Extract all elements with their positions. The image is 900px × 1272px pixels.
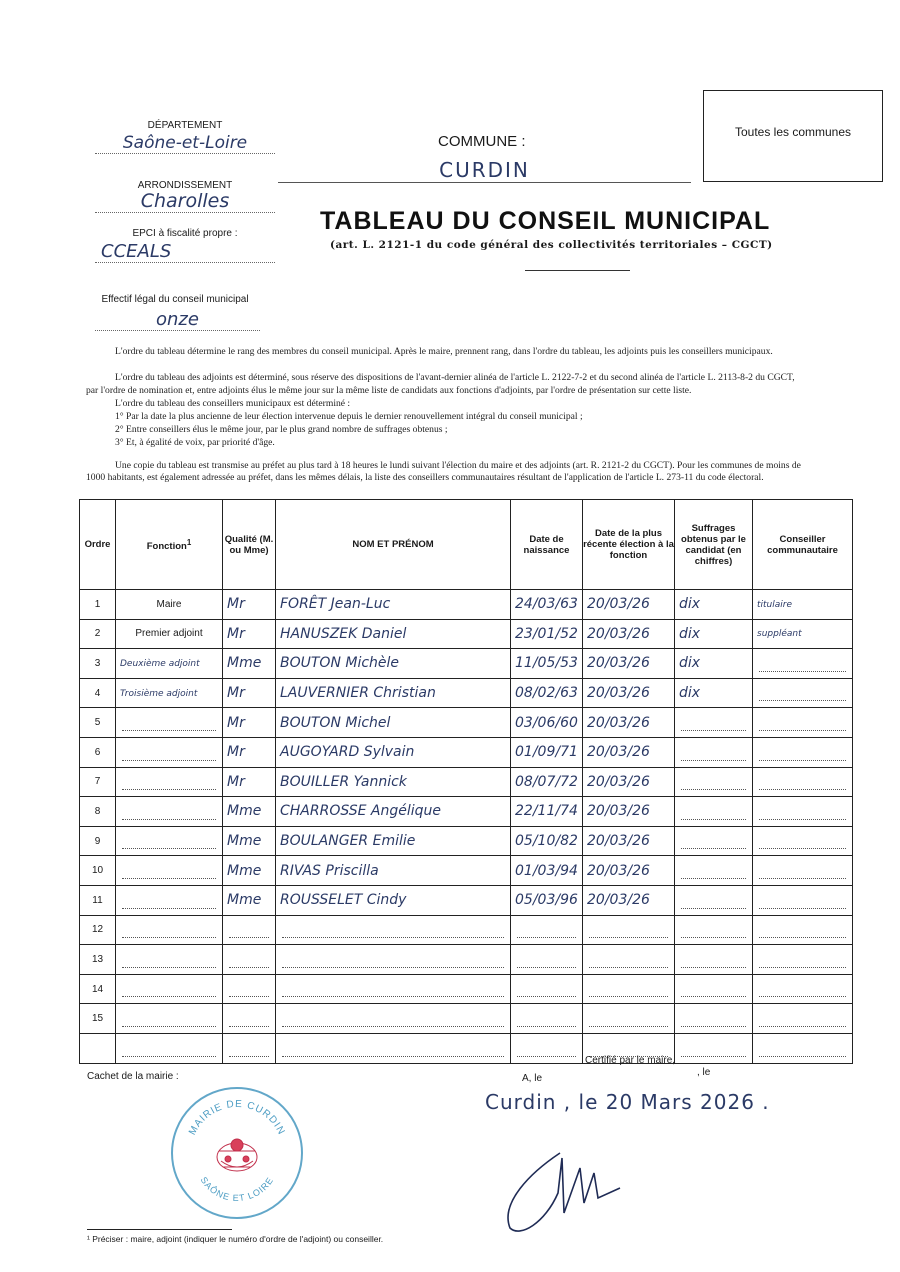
cell-nom [276,826,511,856]
cell-fonction [116,1033,223,1063]
cell-naissance [511,678,583,708]
intro-p6: 3° Et, à égalité de voix, par priorité d'âge. [115,437,275,448]
header-suffrages: Suffrages obtenus par le candidat (en chiffres) [675,500,753,590]
cell-fonction [116,767,223,797]
cell-nom [276,737,511,767]
cell-qualite [223,797,276,827]
cell-qualite [223,974,276,1004]
cell-ordre: 4 [80,678,116,708]
cell-ordre: 13 [80,945,116,975]
svg-text:SAÔNE ET LOIRE [199,1175,276,1203]
cell-ordre: 14 [80,974,116,1004]
footnote: ¹ Préciser : maire, adjoint (indiquer le numéro d'ordre de l'adjoint) ou conseiller. [87,1234,384,1244]
cell-communautaire [753,1033,853,1063]
cell-suffrages [675,797,753,827]
cell-election [583,826,675,856]
handwritten-nom: AUGOYARD Sylvain [280,744,415,761]
table-row [80,1004,853,1034]
communes-scope-text: Toutes les communes [734,125,852,139]
cell-ordre: 10 [80,856,116,886]
cell-suffrages [675,885,753,915]
cell-communautaire [753,856,853,886]
cell-nom [276,1004,511,1034]
handwritten-nom: BOULANGER Emilie [280,833,416,850]
cell-election [583,590,675,620]
cell-nom [276,590,511,620]
handwritten-election: 20/03/26 [587,833,650,850]
cell-qualite [223,767,276,797]
mairie-stamp [171,1087,303,1219]
cell-ordre: 7 [80,767,116,797]
cell-election [583,737,675,767]
handwritten-naissance: 08/02/63 [515,685,578,702]
cell-fonction [116,915,223,945]
cell-ordre: 3 [80,649,116,679]
cell-qualite [223,885,276,915]
header-ordre: Ordre [80,500,116,590]
cell-nom [276,945,511,975]
cell-election [583,1004,675,1034]
cell-fonction [116,708,223,738]
handwritten-election: 20/03/26 [587,744,650,761]
cell-suffrages [675,649,753,679]
cell-communautaire [753,649,853,679]
table-row [80,619,853,649]
cell-naissance [511,856,583,886]
handwritten-naissance: 23/01/52 [515,625,578,642]
cell-nom [276,1033,511,1063]
cell-qualite [223,708,276,738]
handwritten-naissance: 05/10/82 [515,833,578,850]
cell-ordre: 6 [80,737,116,767]
handwritten-qualite: Mme [227,655,262,672]
cell-communautaire [753,737,853,767]
cell-election [583,974,675,1004]
handwritten-election: 20/03/26 [587,596,650,613]
svg-text:MAIRIE DE CURDIN [187,1099,287,1137]
council-table [79,499,853,1064]
table-row [80,590,853,620]
cell-communautaire [753,974,853,1004]
cell-election [583,649,675,679]
cell-nom [276,708,511,738]
cell-qualite [223,619,276,649]
a-le-label: A, le [522,1073,543,1084]
title-underline [525,270,630,271]
handwritten-nom: BOUTON Michèle [280,655,400,672]
header-qualite: Qualité (M. ou Mme) [223,500,276,590]
cell-suffrages [675,974,753,1004]
cell-fonction [116,885,223,915]
handwritten-naissance: 11/05/53 [515,655,578,672]
handwritten-naissance: 01/03/94 [515,862,578,879]
cell-naissance [511,826,583,856]
cell-suffrages [675,619,753,649]
cell-naissance [511,797,583,827]
cell-suffrages [675,826,753,856]
cell-communautaire [753,1004,853,1034]
handwritten-qualite: Mr [227,596,245,613]
cell-communautaire [753,945,853,975]
header-naissance: Date de naissance [511,500,583,590]
cell-fonction [116,1004,223,1034]
handwritten-naissance: 22/11/74 [515,803,578,820]
cell-election [583,678,675,708]
cell-nom [276,885,511,915]
page-title: TABLEAU DU CONSEIL MUNICIPAL [320,207,771,235]
cell-nom [276,649,511,679]
cell-ordre: 2 [80,619,116,649]
cell-election [583,797,675,827]
cell-fonction [116,649,223,679]
cell-communautaire [753,619,853,649]
communes-scope-box [703,90,883,182]
handwritten-nom: ROUSSELET Cindy [280,892,407,909]
cell-naissance [511,737,583,767]
cell-fonction [116,945,223,975]
handwritten-suffrages: dix [679,625,701,642]
cell-nom [276,678,511,708]
cell-qualite [223,678,276,708]
intro-p5: 2° Entre conseillers élus le même jour, par le plus grand nombre de suffrages obtenus ; [115,424,448,435]
intro-p1: L'ordre du tableau détermine le rang des membres du conseil municipal. Après le maire, prennent rang, dans l'ordre du tableau, les adjoints puis les conseillers municipaux. [115,346,773,357]
handwritten-nom: RIVAS Priscilla [280,862,379,879]
cell-communautaire [753,708,853,738]
footnote-rule [87,1229,232,1230]
table-row [80,737,853,767]
table-row [80,856,853,886]
handwritten-election: 20/03/26 [587,862,650,879]
cell-election [583,945,675,975]
cell-qualite [223,826,276,856]
cell-suffrages [675,590,753,620]
cell-fonction [116,826,223,856]
epci-value: CCEALS [95,241,275,263]
cell-election [583,885,675,915]
cell-naissance [511,649,583,679]
le-label: , le [697,1067,711,1078]
departement-label: DÉPARTEMENT [147,120,223,131]
cell-fonction: Maire [116,590,223,620]
handwritten-naissance: 01/09/71 [515,744,578,761]
stamp-bottom-text: SAÔNE ET LOIRE [198,1175,276,1204]
handwritten-election: 20/03/26 [587,714,650,731]
handwritten-qualite: Mme [227,862,262,879]
effectif-value: onze [95,309,260,331]
cell-naissance [511,915,583,945]
handwritten-election: 20/03/26 [587,685,650,702]
cell-naissance [511,945,583,975]
cell-qualite [223,856,276,886]
table-row [80,974,853,1004]
handwritten-communautaire: suppléant [757,629,802,640]
cell-qualite [223,737,276,767]
cell-fonction [116,974,223,1004]
table-row [80,797,853,827]
cell-suffrages [675,708,753,738]
table-row [80,678,853,708]
handwritten-qualite: Mr [227,744,245,761]
cell-suffrages [675,915,753,945]
handwritten-election: 20/03/26 [587,773,650,790]
intro-p2b: par l'ordre de nomination et, entre adjoints élus le même jour sur la même liste de candidats aux fonctions d'adjoints, par l'ordre de présentation sur cette liste. [86,385,692,396]
cell-communautaire [753,678,853,708]
handwritten-suffrages: dix [679,655,701,672]
handwritten-suffrages: dix [679,596,701,613]
cell-naissance [511,885,583,915]
cell-fonction [116,797,223,827]
cell-nom [276,797,511,827]
handwritten-nom: FORÊT Jean-Luc [280,596,391,613]
cell-qualite [223,590,276,620]
cell-suffrages [675,856,753,886]
handwritten-qualite: Mr [227,773,245,790]
handwritten-election: 20/03/26 [587,892,650,909]
handwritten-date: Curdin , le 20 Mars 2026 . [485,1090,770,1114]
handwritten-election: 20/03/26 [587,803,650,820]
handwritten-election: 20/03/26 [587,655,650,672]
cell-election [583,708,675,738]
header-communautaire: Conseiller communautaire [753,500,853,590]
cell-naissance [511,974,583,1004]
handwritten-communautaire: titulaire [757,599,793,610]
cachet-label: Cachet de la mairie : [87,1071,179,1082]
epci-label: EPCI à fiscalité propre : [132,228,238,239]
handwritten-qualite: Mme [227,892,262,909]
handwritten-election: 20/03/26 [587,625,650,642]
header-fonction [116,500,223,590]
cell-suffrages [675,767,753,797]
handwritten-naissance: 24/03/63 [515,596,578,613]
table-row [80,767,853,797]
page-subtitle: (art. L. 2121-1 du code général des collectivités territoriales – CGCT) [330,239,773,251]
cell-election [583,767,675,797]
cell-naissance [511,1033,583,1063]
handwritten-fonction: Troisième adjoint [120,688,198,699]
cell-ordre: 11 [80,885,116,915]
cell-ordre: 8 [80,797,116,827]
handwritten-qualite: Mr [227,714,245,731]
cell-suffrages [675,945,753,975]
table-row [80,826,853,856]
cell-election [583,856,675,886]
cell-qualite [223,945,276,975]
header-fonction-footnote-mark: 1 [186,537,192,547]
cell-ordre: 5 [80,708,116,738]
cell-fonction: Premier adjoint [116,619,223,649]
intro-p4: 1° Par la date la plus ancienne de leur élection intervenue depuis le dernier renouvellement intégral du conseil municipal ; [115,411,583,422]
cell-fonction [116,737,223,767]
handwritten-fonction: Deuxième adjoint [120,658,200,669]
cell-suffrages [675,737,753,767]
cell-qualite [223,1004,276,1034]
handwritten-qualite: Mr [227,685,245,702]
header-nom: NOM ET PRÉNOM [276,500,511,590]
cell-nom [276,767,511,797]
cell-communautaire [753,797,853,827]
commune-value: CURDIN [278,158,691,183]
cell-communautaire [753,915,853,945]
table-row [80,649,853,679]
header-fonction-text: Fonction [146,541,187,553]
cell-ordre: 15 [80,1004,116,1034]
cell-naissance [511,590,583,620]
cell-ordre: 1 [80,590,116,620]
cell-communautaire [753,885,853,915]
handwritten-nom: HANUSZEK Daniel [280,625,407,642]
table-row [80,915,853,945]
cell-communautaire [753,826,853,856]
cell-suffrages [675,1033,753,1063]
mayor-signature [490,1133,630,1243]
table-row [80,1033,853,1063]
cell-communautaire [753,590,853,620]
cell-suffrages [675,678,753,708]
table-row [80,708,853,738]
certifie-label: Certifié par le maire, [585,1055,676,1066]
handwritten-naissance: 05/03/96 [515,892,578,909]
arrondissement-value: Charolles [95,190,275,213]
header-election: Date de la plus récente élection à la fonction [583,500,675,590]
cell-ordre: 12 [80,915,116,945]
table-header-row [80,500,853,590]
handwritten-qualite: Mme [227,833,262,850]
arrondissement-label: ARRONDISSEMENT [137,180,233,191]
cell-qualite [223,915,276,945]
cell-nom [276,856,511,886]
table-row [80,945,853,975]
departement-value: Saône-et-Loire [95,133,275,154]
handwritten-nom: BOUILLER Yannick [280,773,407,790]
cell-naissance [511,619,583,649]
handwritten-qualite: Mr [227,625,245,642]
cell-fonction [116,856,223,886]
cell-election [583,619,675,649]
cell-naissance [511,708,583,738]
intro-p3: L'ordre du tableau des conseillers municipaux est déterminé : [115,398,351,409]
effectif-label: Effectif légal du conseil municipal [101,294,249,305]
stamp-emblem [217,1139,257,1171]
cell-naissance [511,1004,583,1034]
commune-label: COMMUNE : [438,133,526,150]
stamp-graphic [173,1089,301,1217]
cell-election [583,915,675,945]
cell-suffrages [675,1004,753,1034]
cell-naissance [511,767,583,797]
cell-nom [276,915,511,945]
cell-communautaire [753,767,853,797]
intro-p7a: Une copie du tableau est transmise au préfet au plus tard à 18 heures le lundi suivant l'élection du maire et des adjoints (art. R. 2121-2 du CGCT). Pour les communes de moins de [115,460,801,471]
cell-qualite [223,1033,276,1063]
cell-fonction [116,678,223,708]
handwritten-nom: BOUTON Michel [280,714,391,731]
handwritten-suffrages: dix [679,685,701,702]
handwritten-nom: LAUVERNIER Christian [280,685,436,702]
table-row [80,885,853,915]
handwritten-naissance: 08/07/72 [515,773,578,790]
cell-qualite [223,649,276,679]
cell-ordre: 9 [80,826,116,856]
intro-p2a: L'ordre du tableau des adjoints est déterminé, sous réserve des dispositions de l'avant-dernier alinéa de l'article L. 2122-7-2 et du second alinéa de l'article L. 2113-8-2 du CGCT, [115,372,795,383]
cell-nom [276,619,511,649]
cell-ordre [80,1033,116,1063]
cell-nom [276,974,511,1004]
stamp-top-text: MAIRIE DE CURDIN [187,1098,287,1138]
intro-p7b: 1000 habitants, est également adressée au préfet, dans les mêmes délais, la liste des conseillers communautaires résultant de l'application de l'article L. 273-11 du code électoral. [86,472,764,483]
handwritten-qualite: Mme [227,803,262,820]
handwritten-naissance: 03/06/60 [515,714,578,731]
handwritten-nom: CHARROSSE Angélique [280,803,442,820]
